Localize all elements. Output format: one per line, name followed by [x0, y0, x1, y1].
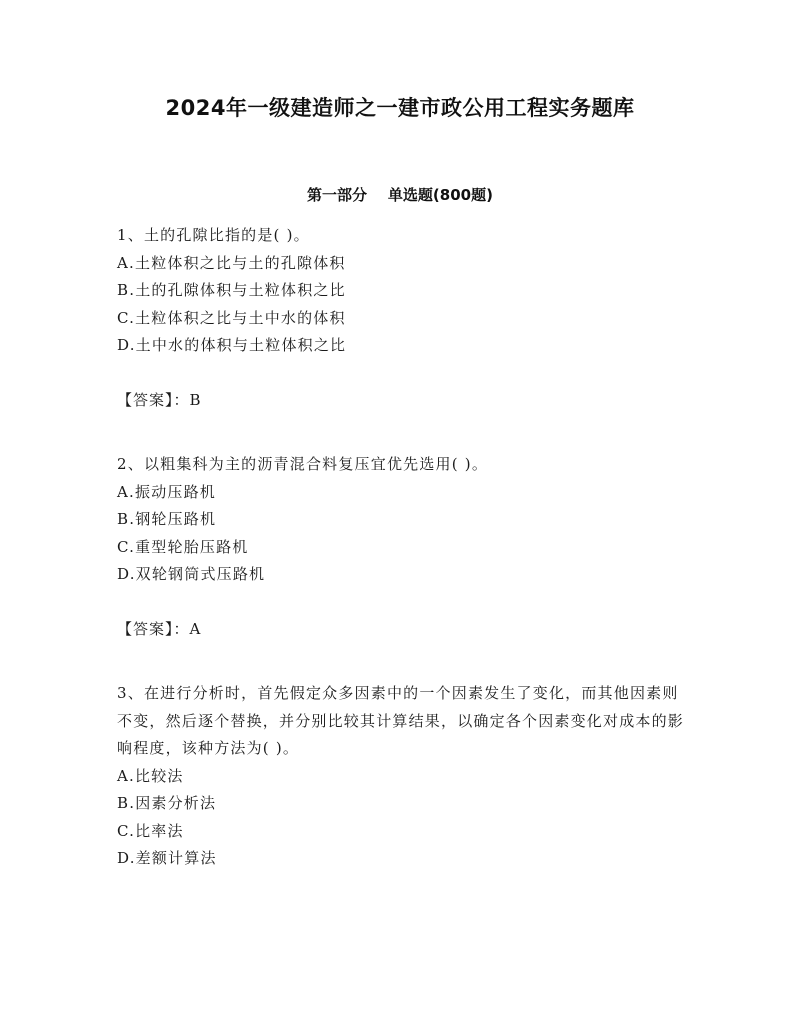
option-a: A.比较法: [117, 766, 184, 785]
option-d: D.土中水的体积与土粒体积之比: [117, 336, 347, 354]
answer-line: 【答案】：A: [117, 619, 202, 638]
question-3: [117, 680, 687, 873]
document-title: 2024年一级建造师之一建市政公用工程实务题库: [165, 96, 635, 120]
option-a: A.振动压路机: [117, 482, 217, 501]
option-d: D.差额计算法: [117, 849, 217, 867]
option-b: B.因素分析法: [117, 794, 217, 812]
question-stem: 2、以粗集科为主的沥青混合料复压宜优先选用( )。: [117, 455, 489, 473]
option-b: B.土的孔隙体积与土粒体积之比: [117, 281, 346, 299]
question-2: [117, 451, 687, 643]
option-c: C.比率法: [117, 821, 184, 840]
question-1: [117, 222, 687, 414]
question-list: [117, 222, 687, 873]
option-b: B.钢轮压路机: [117, 510, 217, 528]
question-stem: 1、土的孔隙比指的是( )。: [117, 226, 310, 244]
option-c: C.重型轮胎压路机: [117, 537, 249, 556]
section-title: 第一部分 单选题(800题): [307, 186, 493, 204]
option-c: C.土粒体积之比与土中水的体积: [117, 308, 346, 327]
answer-line: 【答案】：B: [117, 390, 202, 409]
option-d: D.双轮钢筒式压路机: [117, 565, 266, 583]
question-stem: 3、在进行分析时，首先假定众多因素中的一个因素发生了变化，而其他因素则不变，然后逐个替换，并分别比较其计算结果，以确定各个因素变化对成本的影响程度，该种方法为( )。: [117, 684, 685, 757]
option-a: A.土粒体积之比与土的孔隙体积: [117, 253, 346, 272]
